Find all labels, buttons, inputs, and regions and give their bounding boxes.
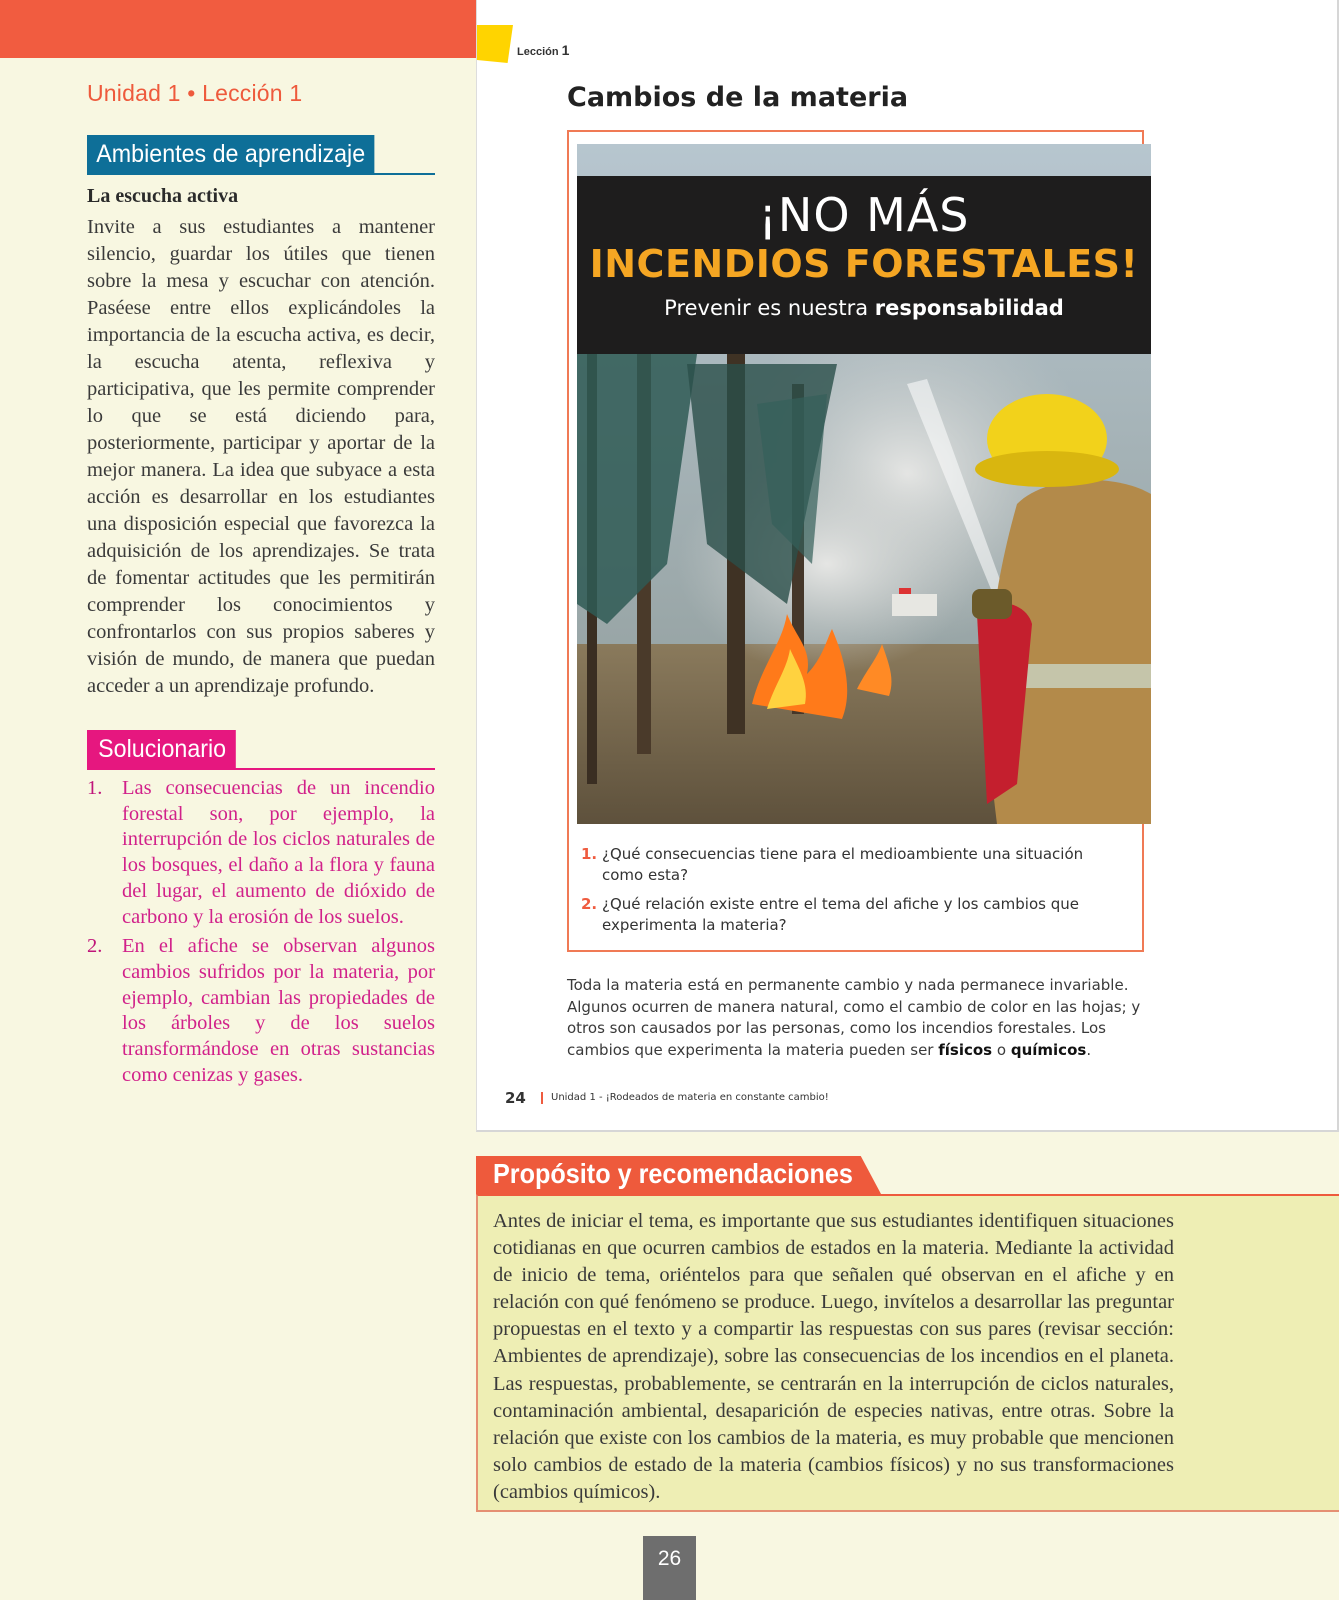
textbook-page [476,0,1339,1132]
intro-quimicos: químicos [1010,1040,1087,1059]
lesson-tab-marker [477,25,513,63]
solucionario-header [87,730,435,770]
proposito-text: Antes de iniciar el tema, es importante que sus estudiantes identifiquen situaciones cotidianas en que ocurren cambios de estados en la materia. Mediante la actividad de inicio de tema, oriéntelos para que señalen qué observan en el afiche y en relación con qué fenómeno se produce. Luego, invítelos a desarrollar las preguntar propuestas en el texto y a compartir las respuestas con sus pares (revisar sección: Ambientes de aprendizaje), sobre las consecuencias de los incendios en el planeta. Las respuestas, probablemente, se centrarán en la interrupción de ciclos naturales, contaminación ambiental, desaparición de especies nativas, entre otras. Sobre la relación que existe con los cambios de la materia, es muy probable que mencionen solo cambios de estado de la materia (cambios físicos) y no sus transformaciones (cambios químicos). [493,1210,1174,1503]
question-text: ¿Qué relación existe entre el tema del afiche y los cambios que experimenta la materia? [602,895,1079,934]
item-text: En el afiche se observan algunos cambios sufridos por la materia, por ejemplo, cambian las propiedades de los árboles y de los suelos transformándose en otras sustancias como cenizas y gases. [122,935,435,1086]
footer-divider [541,1092,543,1104]
unit-lesson-heading: Unidad 1 • Lección 1 [87,80,303,106]
item-text: Las consecuencias de un incendio forestal son, por ejemplo, la interrupción de los ciclos naturales de los bosques, el daño a la flora y fauna del lugar, el aumento de dióxido de carbono y la erosión de los suelos. [122,777,435,928]
intro-text-start: Toda la materia está en permanente cambio y nada permanece invariable. Algunos ocurren de manera natural, como el cambio de color en las hojas; y otros son causados por las personas, como los incendios forestales. Los cambios que experimenta la materia pueden ser [567,976,1141,1059]
intro-paragraph [567,975,1167,1061]
item-number: 1. [87,777,103,799]
footer-unit-text: Unidad 1 - ¡Rodeados de materia en constante cambio! [551,1092,829,1103]
proposito-body [476,1194,1339,1512]
ambientes-label: Ambientes de aprendizaje [87,135,374,173]
list-item [581,844,1101,886]
lesson-word: Lección [517,46,559,58]
question-number: 1. [581,845,598,863]
poster-line-3-start: Prevenir es nuestra [664,296,875,320]
item-number: 2. [87,935,103,958]
top-color-bar [0,0,476,58]
question-number: 2. [581,895,598,913]
poster-banner [577,176,1151,354]
poster-frame [567,130,1144,952]
solucionario-list [87,776,435,1088]
escucha-activa-text: Invite a sus estudiantes a mantener silencio, guardar los útiles que tienen sobre la mesa y escuchar con atención. Paséese entre ellos explicándoles la importancia de la escucha activa, es decir, la escucha atenta, reflexiva y participativa, que les permite comprender lo que se está diciendo para, posteriormente, participar y aportar de la mejor manera. La idea que subyace a esta acción es desarrollar en los estudiantes una disposición especial que favorezca la adquisición de los aprendizajes. Se trata de fomentar actitudes que les permitirán comprender los conocimientos y confrontarlos con sus propios saberes y visión de mundo, de manera que puedan acceder a un aprendizaje profundo. [87,216,435,697]
escucha-activa-heading: La escucha activa [87,185,239,207]
poster-line-2: INCENDIOS FORESTALES! [589,242,1139,286]
solucionario-label: Solucionario [87,730,235,768]
proposito-section [476,1156,1339,1512]
guide-page-number: 26 [643,1536,696,1600]
poster-line-3-bold: responsabilidad [874,296,1064,320]
teacher-notes-column [87,80,435,1092]
intro-connector: o [992,1040,1011,1059]
poster-line-3 [577,296,1151,320]
ambientes-header [87,135,435,175]
question-list [581,844,1101,944]
list-item [581,894,1101,936]
proposito-title: Propósito y recomendaciones [493,1158,853,1189]
lesson-number: 1 [561,42,570,58]
lesson-label [517,42,569,58]
firefighter-photo [577,144,1151,824]
list-item [87,776,435,930]
textbook-page-number: 24 [505,1089,526,1107]
page-title: Cambios de la materia [567,82,909,113]
intro-fisicos: físicos [938,1040,993,1059]
question-text: ¿Qué consecuencias tiene para el medioambiente una situación como esta? [602,845,1084,884]
list-item [87,934,435,1088]
poster-line-1: ¡NO MÁS [758,188,970,242]
intro-period: . [1086,1040,1092,1059]
